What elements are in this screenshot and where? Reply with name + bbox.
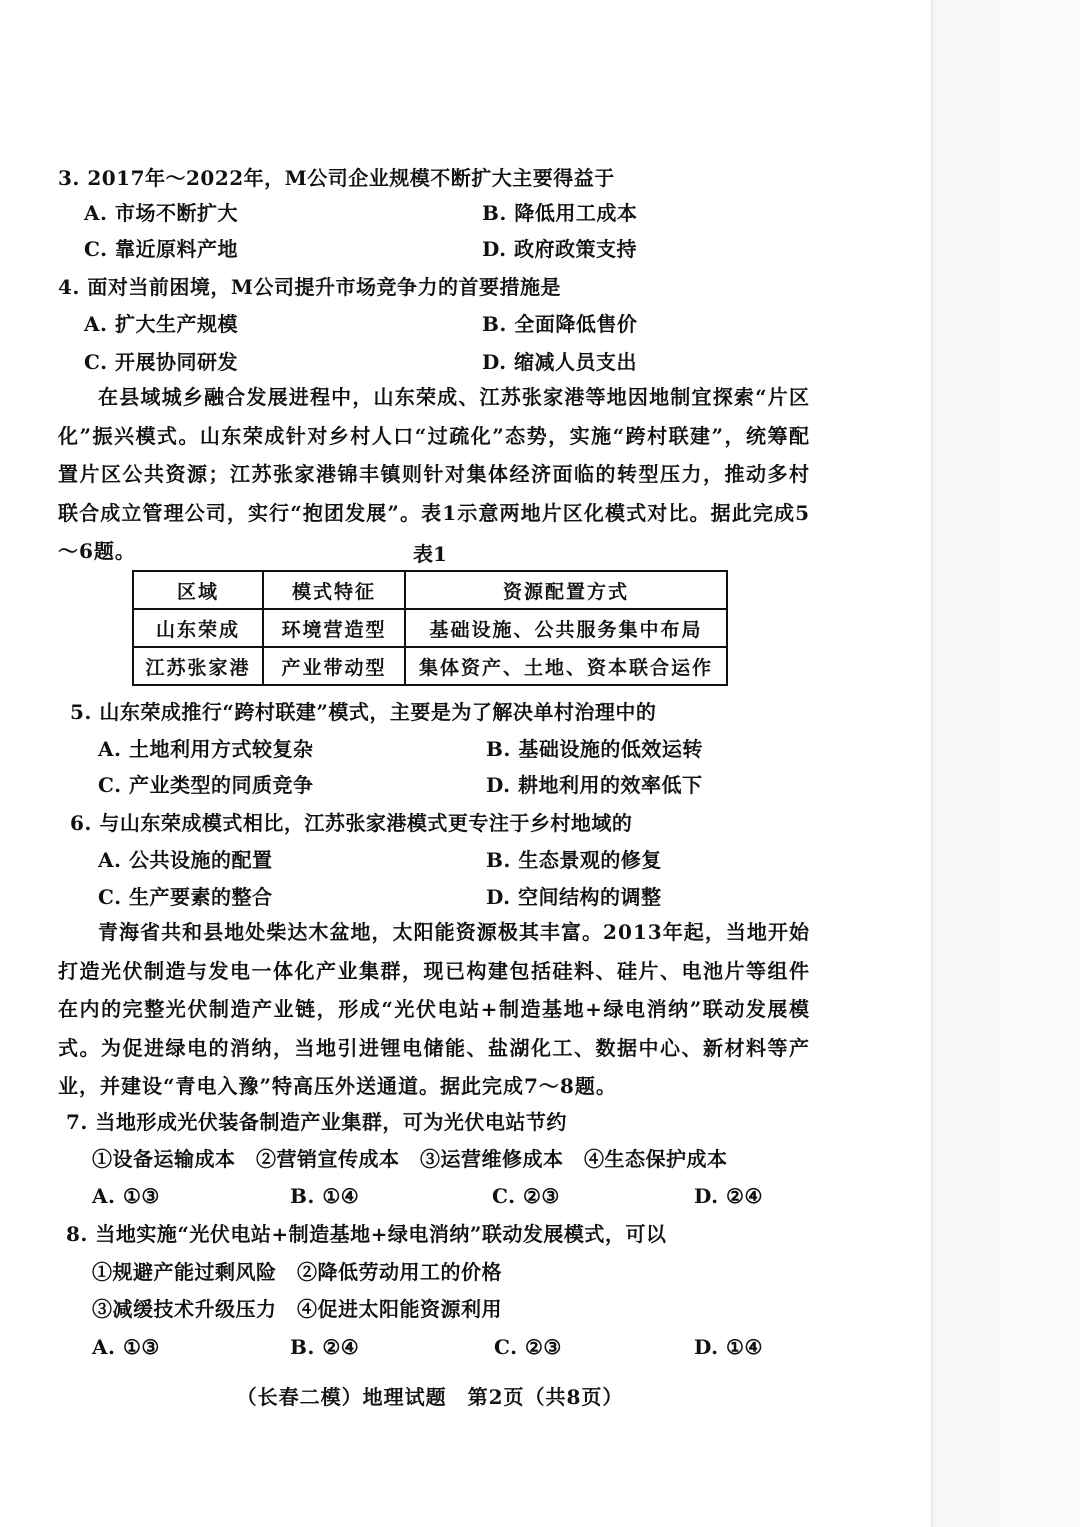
question-5-option-c: C. 产业类型的同质竞争	[98, 773, 314, 797]
question-7-choices: ①设备运输成本 ②营销宣传成本 ③运营维修成本 ④生态保护成本	[92, 1147, 728, 1171]
question-5-option-b: B. 基础设施的低效运转	[486, 737, 703, 761]
question-7-option-d: D. ②④	[694, 1184, 763, 1208]
question-6-option-a: A. 公共设施的配置	[98, 848, 273, 872]
question-7-option-c: C. ②③	[492, 1184, 560, 1208]
question-4-option-c: C. 开展协同研发	[84, 350, 238, 374]
question-8-choices-line-1: ①规避产能过剩风险 ②降低劳动用工的价格	[92, 1260, 502, 1284]
question-3-option-b: B. 降低用工成本	[482, 201, 638, 225]
question-3-option-c: C. 靠近原料产地	[84, 237, 238, 261]
question-8-option-b: B. ②④	[290, 1335, 360, 1359]
question-3-option-d: D. 政府政策支持	[482, 237, 638, 261]
table-1	[132, 570, 728, 686]
question-8-option-a: A. ①③	[92, 1335, 160, 1359]
question-4-stem: 4. 面对当前困境，M公司提升市场竞争力的首要措施是	[58, 275, 561, 299]
table-cell: 环境营造型	[263, 609, 405, 647]
table-header-cell: 区域	[133, 571, 263, 609]
table-header-row	[133, 571, 727, 609]
passage-2: 青海省共和县地处柴达木盆地，太阳能资源极其丰富。2013年起，当地开始打造光伏制造与发电一体化产业集群，现已构建包括硅料、硅片、电池片等组件在内的完整光伏制造产业链，形成“光伏电站+制造基地+绿电消纳”联动发展模式。为促进绿电的消纳，当地引进锂电储能、盐湖化工、数据中心、新材料等产业，并建设“青电入豫”特高压外送通道。据此完成7～8题。	[58, 920, 810, 1098]
question-7-option-a: A. ①③	[92, 1184, 160, 1208]
table-row	[133, 647, 727, 685]
question-4-option-d: D. 缩减人员支出	[482, 350, 638, 374]
question-4-option-a: A. 扩大生产规模	[84, 312, 238, 336]
table-header-cell: 资源配置方式	[405, 571, 727, 609]
table-1-caption: 表1	[413, 542, 447, 566]
question-3-stem: 3. 2017年～2022年，M公司企业规模不断扩大主要得益于	[58, 166, 615, 190]
question-8-option-c: C. ②③	[494, 1335, 562, 1359]
question-5-option-d: D. 耕地利用的效率低下	[486, 773, 703, 797]
table-header-cell: 模式特征	[263, 571, 405, 609]
table-cell: 产业带动型	[263, 647, 405, 685]
table-cell: 集体资产、土地、资本联合运作	[405, 647, 727, 685]
table-cell: 基础设施、公共服务集中布局	[405, 609, 727, 647]
question-7-stem: 7. 当地形成光伏装备制造产业集群，可为光伏电站节约	[66, 1110, 567, 1134]
table-cell: 江苏张家港	[133, 647, 263, 685]
question-6-option-b: B. 生态景观的修复	[486, 848, 662, 872]
question-6-stem: 6. 与山东荣成模式相比，江苏张家港模式更专注于乡村地域的	[70, 811, 633, 835]
question-8-option-d: D. ①④	[694, 1335, 763, 1359]
question-6-option-c: C. 生产要素的整合	[98, 885, 273, 909]
question-5-stem: 5. 山东荣成推行“跨村联建”模式，主要是为了解决单村治理中的	[70, 700, 657, 724]
question-6-option-d: D. 空间结构的调整	[486, 885, 662, 909]
question-4-option-b: B. 全面降低售价	[482, 312, 638, 336]
table-row	[133, 609, 727, 647]
question-5-option-a: A. 土地利用方式较复杂	[98, 737, 314, 761]
question-8-choices-line-2: ③减缓技术升级压力 ④促进太阳能资源利用	[92, 1297, 502, 1321]
passage-1: 在县域城乡融合发展进程中，山东荣成、江苏张家港等地因地制宜探索“片区化”振兴模式。山东荣成针对乡村人口“过疏化”态势，实施“跨村联建”，统筹配置片区公共资源；江苏张家港锦丰镇则针对集体经济面临的转型压力，推动多村联合成立管理公司，实行“抱团发展”。表1示意两地片区化模式对比。据此完成5～6题。	[58, 385, 810, 563]
table-cell: 山东荣成	[133, 609, 263, 647]
question-3-option-a: A. 市场不断扩大	[84, 201, 238, 225]
page-footer: （长春二模）地理试题 第2页（共8页）	[236, 1385, 624, 1409]
question-7-option-b: B. ①④	[290, 1184, 360, 1208]
question-8-stem: 8. 当地实施“光伏电站+制造基地+绿电消纳”联动发展模式，可以	[66, 1222, 667, 1246]
